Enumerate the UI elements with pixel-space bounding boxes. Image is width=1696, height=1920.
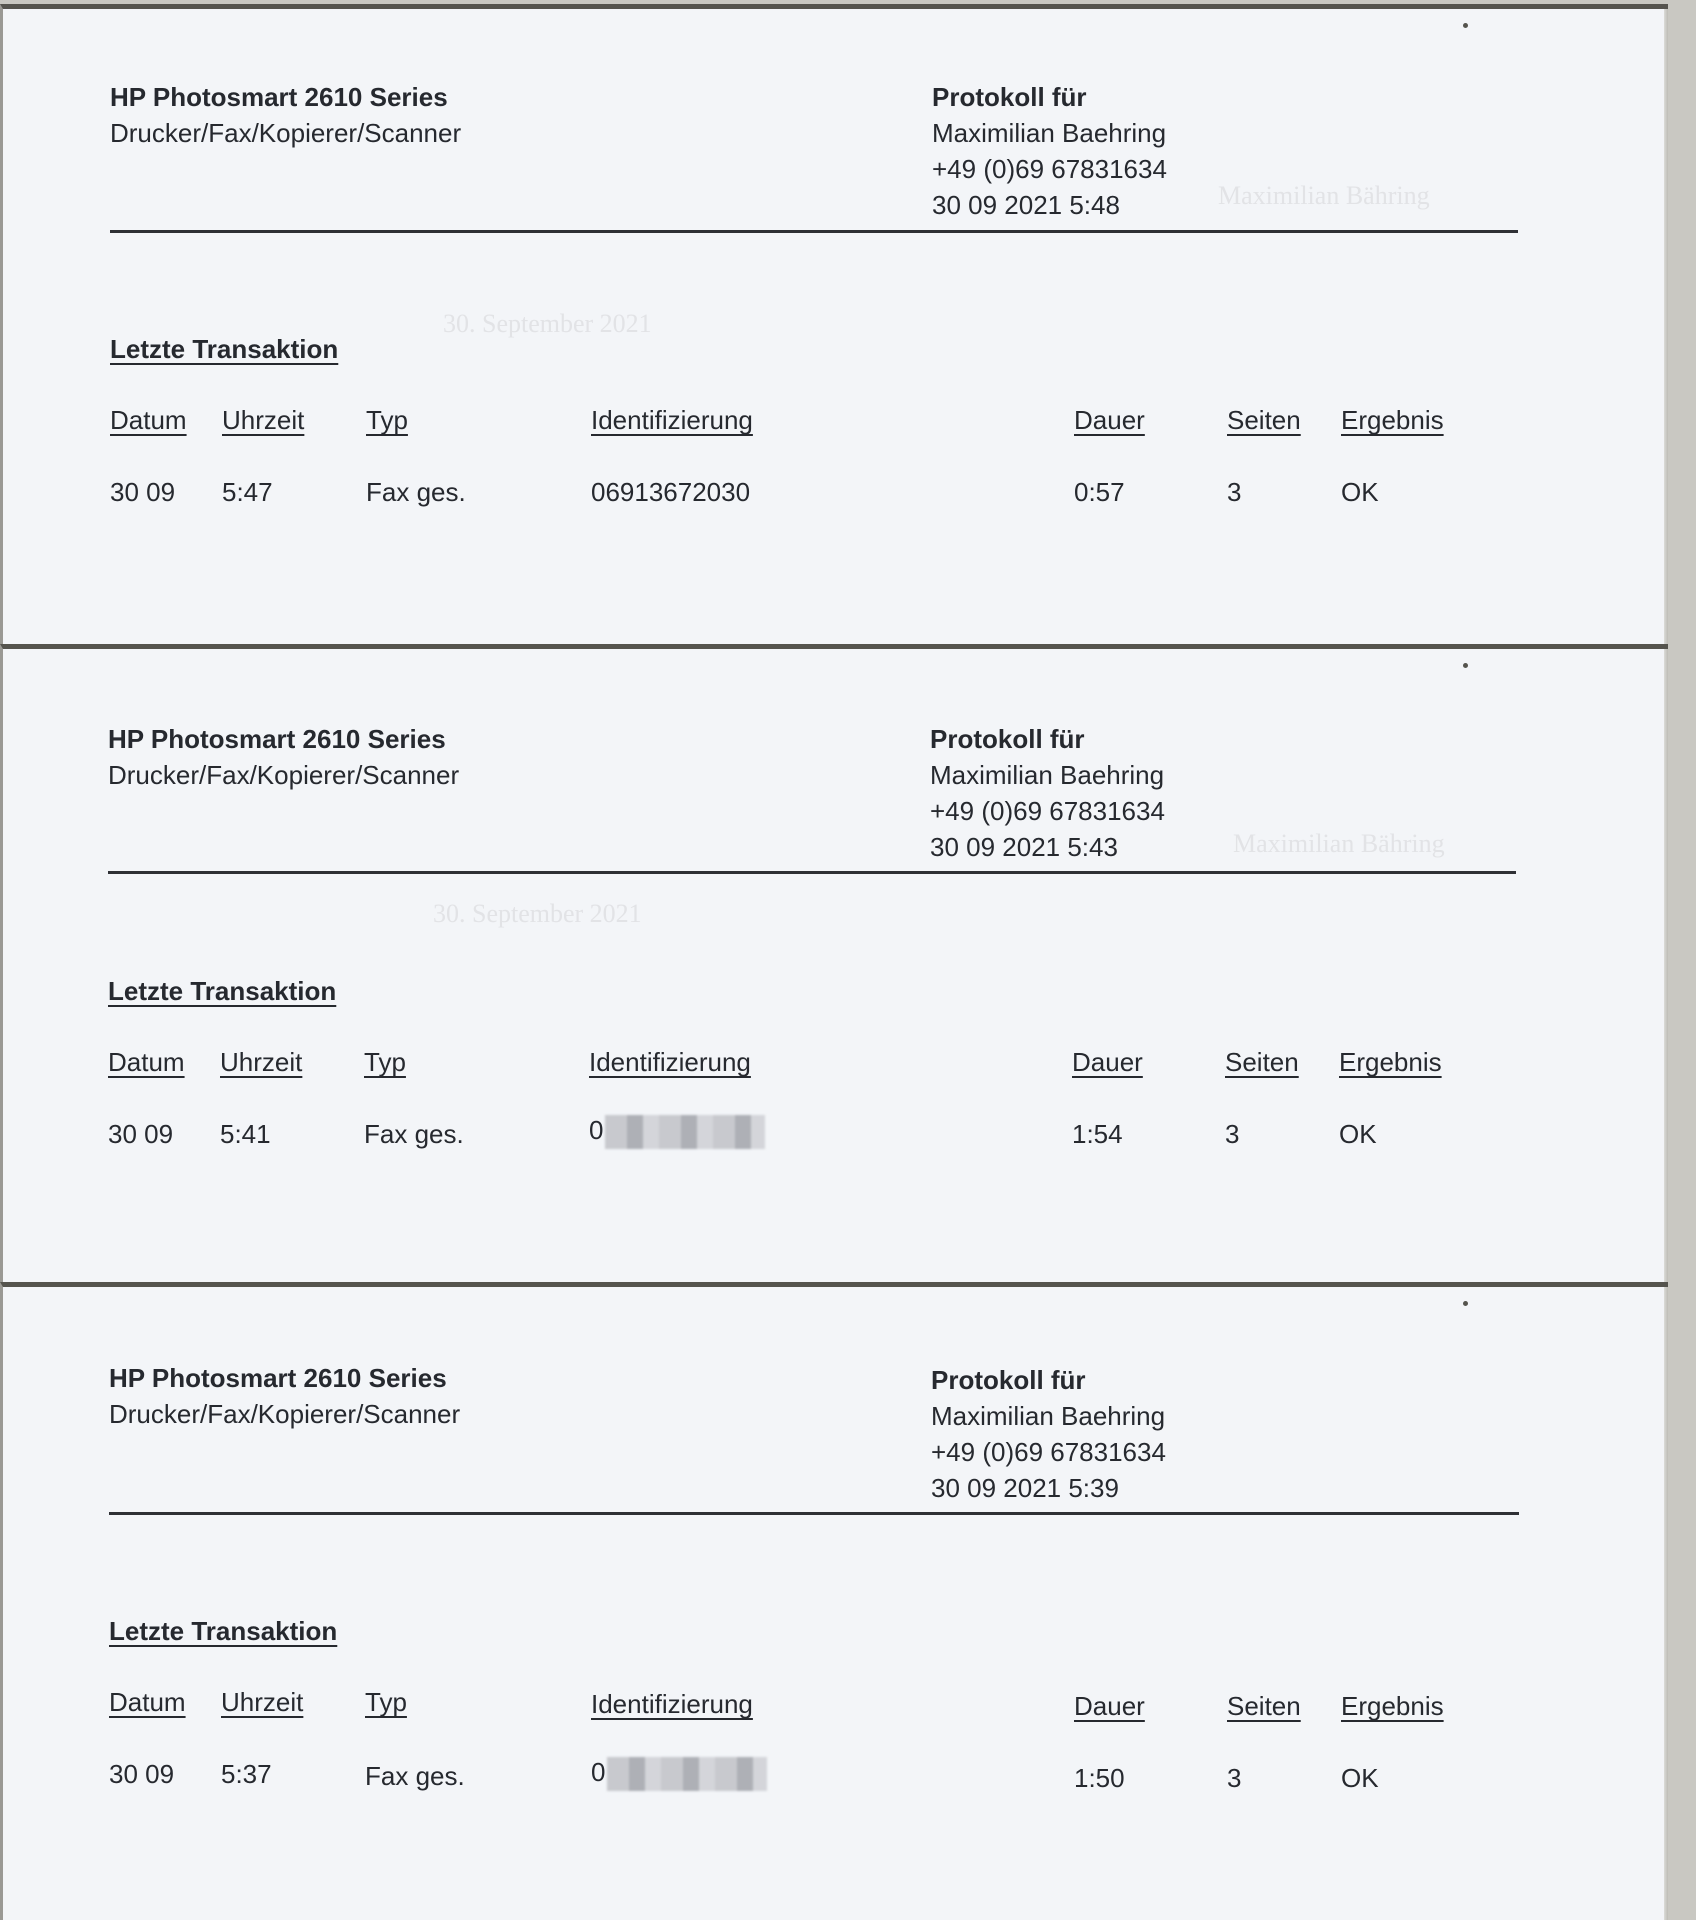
fax-report-sheet-1 <box>0 4 1668 644</box>
col-header-ergebnis: Ergebnis <box>1341 405 1444 435</box>
device-name: HP Photosmart 2610 Series <box>108 724 446 754</box>
redaction-blur <box>605 1115 765 1149</box>
identifizierung-visible-digit: 0 <box>591 1757 606 1787</box>
cell-dauer: 1:50 <box>1074 1763 1125 1793</box>
cell-dauer: 1:54 <box>1072 1119 1123 1149</box>
section-title: Letzte Transaktion <box>108 976 337 1006</box>
show-through-text: 30. September 2021 <box>433 899 642 928</box>
redaction-blur <box>607 1757 767 1791</box>
section-title: Letzte Transaktion <box>110 334 339 364</box>
col-header-dauer: Dauer <box>1074 1691 1145 1721</box>
cell-ergebnis: OK <box>1339 1119 1377 1149</box>
speck <box>1463 1301 1468 1306</box>
cell-datum: 30 09 <box>110 477 176 507</box>
cell-identifizierung <box>589 1115 765 1149</box>
col-header-datum: Datum <box>108 1047 185 1077</box>
owner-name: Maximilian Baehring <box>931 1401 1166 1431</box>
col-header-identifizierung: Identifizierung <box>591 405 753 435</box>
cell-uhrzeit: 5:47 <box>222 477 273 507</box>
cell-seiten: 3 <box>1227 477 1242 507</box>
header-rule <box>110 230 1518 233</box>
col-header-typ: Typ <box>366 405 408 435</box>
cell-datum: 30 09 <box>109 1759 175 1789</box>
device-type: Drucker/Fax/Kopierer/Scanner <box>110 118 462 148</box>
protocol-label: Protokoll für <box>932 82 1087 112</box>
speck <box>1463 663 1468 668</box>
col-header-dauer: Dauer <box>1074 405 1145 435</box>
col-header-identifizierung: Identifizierung <box>591 1689 753 1719</box>
device-type: Drucker/Fax/Kopierer/Scanner <box>108 760 460 790</box>
report-datetime: 30 09 2021 5:43 <box>930 832 1118 862</box>
cell-ergebnis: OK <box>1341 1763 1379 1793</box>
col-header-datum: Datum <box>110 405 187 435</box>
header-rule <box>108 871 1516 874</box>
cell-ergebnis: OK <box>1341 477 1379 507</box>
cell-identifizierung <box>591 1757 767 1791</box>
col-header-seiten: Seiten <box>1227 1691 1301 1721</box>
protocol-label: Protokoll für <box>931 1365 1086 1395</box>
header-rule <box>109 1512 1519 1515</box>
col-header-typ: Typ <box>364 1047 406 1077</box>
protocol-label: Protokoll für <box>930 724 1085 754</box>
col-header-seiten: Seiten <box>1225 1047 1299 1077</box>
owner-phone: +49 (0)69 67831634 <box>932 154 1167 184</box>
show-through-text: 30. September 2021 <box>443 309 652 338</box>
cell-typ: Fax ges. <box>365 1761 465 1791</box>
cell-typ: Fax ges. <box>366 477 466 507</box>
owner-name: Maximilian Baehring <box>932 118 1167 148</box>
identifizierung-visible-digit: 0 <box>589 1115 604 1145</box>
speck <box>1463 23 1468 28</box>
col-header-identifizierung: Identifizierung <box>589 1047 751 1077</box>
cell-uhrzeit: 5:37 <box>221 1759 272 1789</box>
col-header-ergebnis: Ergebnis <box>1341 1691 1444 1721</box>
owner-phone: +49 (0)69 67831634 <box>931 1437 1166 1467</box>
cell-typ: Fax ges. <box>364 1119 464 1149</box>
owner-phone: +49 (0)69 67831634 <box>930 796 1165 826</box>
show-through-text: Maximilian Bähring <box>1218 181 1430 210</box>
owner-name: Maximilian Baehring <box>930 760 1165 790</box>
device-name: HP Photosmart 2610 Series <box>109 1363 447 1393</box>
report-datetime: 30 09 2021 5:48 <box>932 190 1120 220</box>
cell-seiten: 3 <box>1227 1763 1242 1793</box>
col-header-datum: Datum <box>109 1687 186 1717</box>
cell-datum: 30 09 <box>108 1119 174 1149</box>
col-header-ergebnis: Ergebnis <box>1339 1047 1442 1077</box>
device-name: HP Photosmart 2610 Series <box>110 82 448 112</box>
col-header-dauer: Dauer <box>1072 1047 1143 1077</box>
cell-uhrzeit: 5:41 <box>220 1119 271 1149</box>
fax-report-sheet-3 <box>0 1282 1668 1920</box>
col-header-uhrzeit: Uhrzeit <box>221 1687 304 1717</box>
cell-dauer: 0:57 <box>1074 477 1125 507</box>
col-header-typ: Typ <box>365 1687 407 1717</box>
col-header-uhrzeit: Uhrzeit <box>220 1047 303 1077</box>
report-datetime: 30 09 2021 5:39 <box>931 1473 1119 1503</box>
cell-seiten: 3 <box>1225 1119 1240 1149</box>
col-header-uhrzeit: Uhrzeit <box>222 405 305 435</box>
section-title: Letzte Transaktion <box>109 1616 338 1646</box>
col-header-seiten: Seiten <box>1227 405 1301 435</box>
fax-report-sheet-2 <box>0 644 1668 1284</box>
show-through-text: Maximilian Bähring <box>1233 829 1445 858</box>
device-type: Drucker/Fax/Kopierer/Scanner <box>109 1399 461 1429</box>
cell-identifizierung: 06913672030 <box>591 477 751 507</box>
